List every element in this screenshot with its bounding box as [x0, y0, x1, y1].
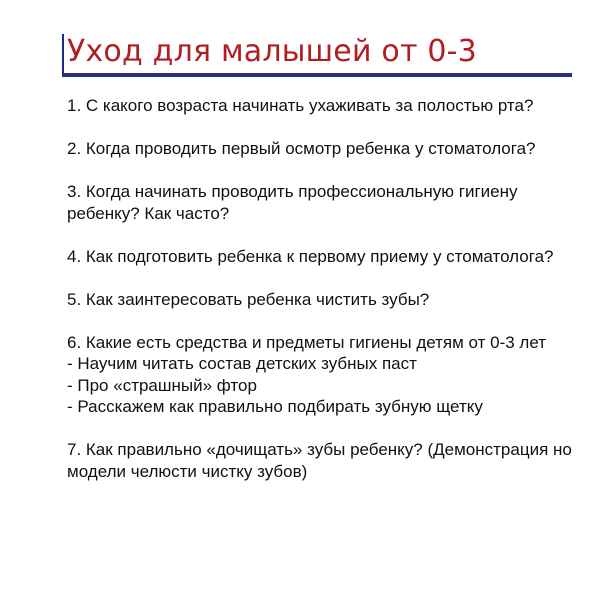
bullet-item: - Про «страшный» фтор: [67, 375, 257, 395]
bullet-item: - Научим читать состав детских зубных паст: [67, 354, 417, 373]
question-4: 4. Как подготовить ребенка к первому приему у стоматолога?: [67, 246, 554, 266]
question-5: 5. Как заинтересовать ребенка чистить зубы?: [67, 289, 430, 309]
question-6-block: [67, 332, 577, 418]
question-6-bullets: [67, 353, 577, 418]
question-6: 6. Какие есть средства и предметы гигиены детям от 0-3 лет: [67, 332, 547, 352]
bullet-item: - Расскажем как правильно подбирать зубную щетку: [67, 397, 483, 416]
questions-list: [67, 95, 577, 482]
question-3: 3. Когда начинать проводить профессиональную гигиену ребенку? Как часто?: [67, 182, 518, 223]
title-underline: [62, 73, 572, 77]
question-2: 2. Когда проводить первый осмотр ребенка у стоматолога?: [67, 139, 536, 158]
title-accent-bar: [62, 34, 64, 74]
question-7: 7. Как правильно «дочищать» зубы ребенку? (Демонстрация но модели челюсти чистку зубов): [67, 440, 572, 481]
page-title: Уход для малышей от 0-3: [67, 34, 477, 69]
question-1: 1. С какого возраста начинать ухаживать за полостью рта?: [67, 96, 534, 115]
